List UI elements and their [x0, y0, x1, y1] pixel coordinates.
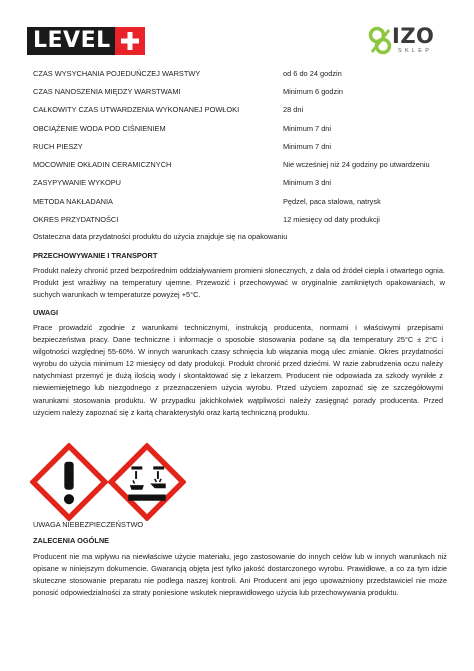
spec-value: 28 dni — [283, 105, 304, 115]
izo-logo-text: IZO — [392, 24, 435, 48]
hazard-pictograms — [30, 443, 186, 521]
spec-label: RUCH PIESZY — [33, 141, 83, 151]
spec-label: OBCIĄŻENIE WODA POD CIŚNIENIEM — [33, 123, 166, 133]
spec-row — [33, 192, 453, 210]
spec-value: Minimum 7 dni — [283, 141, 332, 151]
technical-specs-table — [33, 64, 453, 229]
exclamation-mark-icon — [30, 443, 108, 521]
spec-row — [33, 82, 453, 100]
level-logo-text: LEVEL — [27, 27, 115, 55]
spec-row — [33, 64, 453, 82]
spec-value: Nie wcześniej niż 24 godziny po utwardzeniu — [283, 160, 430, 170]
notes-body: Prace prowadzić zgodnie z warunkami technicznymi, instrukcją producenta, normami i właściwymi przepisami bezpieczeństwa pracy. Dane techniczne i informacje o sposobie stosowania podane są dla temperatury 25°C ± 2°C i wilgotności względnej 55-60%. W innych warunkach czasy schnięcia lub wiązania mogą ulec zmianie. Okres przydatności wyrobu do użycia minimum 12 miesięcy od daty produkcji. Produkt chronić przed dziećmi. W razie zabrudzenia oczu należy natychmiast przemyć je dużą ilością wody i skontaktować się z lekarzem. Producent nie odpowiada za szkody wynikłe z niewiemiejętnego lub niezgodnego z przeznaczeniem użycia wyrobu. Przed użyciem zapoznać się ze szczegółowymi warunkami stosowania produktu. W przypadku jakichkolwiek wątpliwości należy zasięgnąć porady producenta. Przed użyciem należy zapoznać się z kartą charakterystyki oraz kartą techniczną produktu. — [33, 323, 443, 417]
spec-label: CAŁKOWITY CZAS UTWARDZENIA WYKONANEJ POWŁOKI — [33, 105, 240, 115]
page-header — [0, 0, 474, 64]
spec-label: CZAS WYSYCHANIA POJEDUŃCZEJ WARSTWY — [33, 68, 201, 78]
expiry-note: Ostateczna data przydatności produktu do użycia znajduje się na opakowaniu — [33, 232, 288, 241]
notes-heading: UWAGI — [33, 308, 59, 317]
izo-leaf-icon — [368, 26, 394, 56]
spec-row — [33, 210, 453, 228]
spec-value: od 6 do 24 godzin — [283, 68, 342, 78]
spec-value: Pędzel, paca stalowa, natrysk — [283, 196, 381, 206]
spec-label: ZASYPYWANIE WYKOPU — [33, 178, 122, 188]
spec-row — [33, 174, 453, 192]
spec-row — [33, 119, 453, 137]
spec-value: Minimum 7 dni — [283, 123, 332, 133]
transport-heading: PRZECHOWYWANIE I TRANSPORT — [33, 251, 158, 260]
spec-label: METODA NAKŁADANIA — [33, 196, 113, 206]
izo-sklep-logo — [368, 24, 448, 60]
izo-logo-subtext: SKLEP — [398, 48, 433, 54]
spec-value: Minimum 6 godzin — [283, 86, 343, 96]
spec-label: MOCOWNIE OKŁADIN CERAMICZNYCH — [33, 160, 172, 170]
spec-value: 12 miesięcy od daty produkcji — [283, 215, 380, 225]
spec-label: CZAS NANOSZENIA MIĘDZY WARSTWAMI — [33, 86, 181, 96]
plus-icon — [115, 27, 145, 55]
corrosion-icon — [108, 443, 186, 521]
spec-label: OKRES PRZYDATNOŚCI — [33, 215, 119, 225]
general-heading: ZALECENIA OGÓLNE — [33, 536, 110, 545]
transport-body: Produkt należy chronić przed bezpośrednim oddziaływaniem promieni słonecznych, z dala od źródeł ciepła i otwartego ognia. Produkt jest wrażliwy na temperatury ujemne. Przewozić i przechowywać w oryginalnie zamkniętych opakowaniach, w suchych warunkach w temperaturze powyżej +5°C. — [33, 266, 445, 300]
spec-row — [33, 155, 453, 173]
level-plus-logo — [27, 27, 145, 55]
general-body: Producent nie ma wpływu na niewłaściwe użycie materiału, jego zastosowanie do innych celów lub w innych warunkach niż opisane w niniejszym dokumencie. Gwarancją objęta jest tylko jakość dostarczonego wyrobu. Prawidłowe, a co za tym idzie skuteczne stosowanie preparatu nie podlega naszej kontroli. Ani Producent ani jego upoważniony przedstawiciel nie może ponosić odpowiedzialności za straty poniesione wskutek nieprawidłowego użycia lub przechowywania produktu. — [33, 552, 447, 598]
spec-value: Minimum 3 dni — [283, 178, 332, 188]
hazard-warning-label: UWAGA NIEBEZPIECZEŃSTWO — [33, 520, 144, 529]
spec-row — [33, 101, 453, 119]
spec-row — [33, 137, 453, 155]
